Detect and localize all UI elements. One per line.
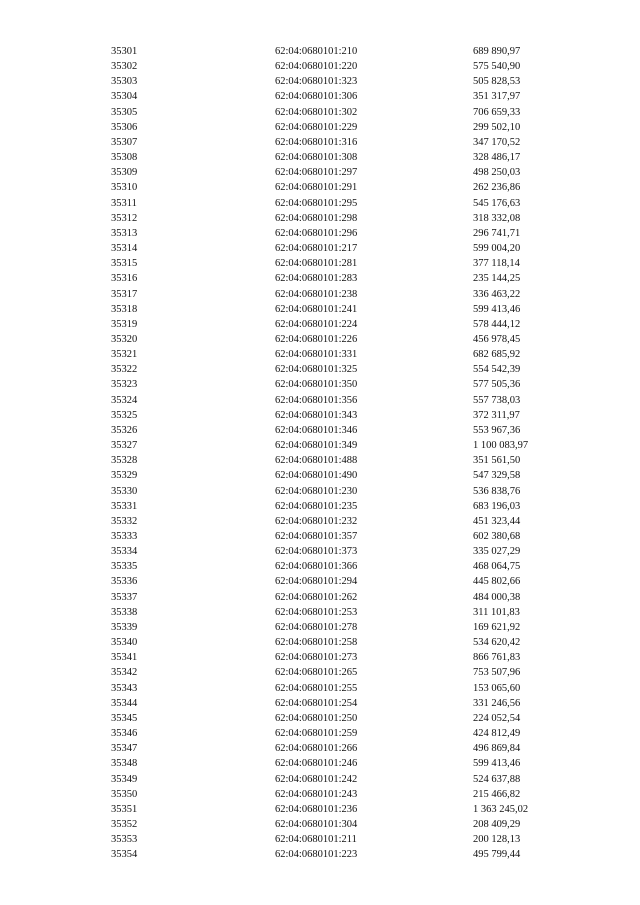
cadastral-number-cell: 62:04:0680101:302 <box>275 106 358 118</box>
row-number-cell: 35345 <box>111 712 138 724</box>
cadastral-number-cell: 62:04:0680101:346 <box>275 424 358 436</box>
table-row <box>0 317 640 332</box>
cadastral-value-cell: 336 463,22 <box>473 288 521 300</box>
table-row <box>0 362 640 377</box>
cadastral-value-cell: 456 978,45 <box>473 333 521 345</box>
cadastral-number-cell: 62:04:0680101:223 <box>275 849 358 861</box>
cadastral-number-cell: 62:04:0680101:490 <box>275 470 358 482</box>
cadastral-number-cell: 62:04:0680101:226 <box>275 333 358 345</box>
cadastral-value-cell: 753 507,96 <box>473 667 521 679</box>
table-row <box>0 241 640 256</box>
cadastral-value-cell: 235 144,25 <box>473 273 521 285</box>
table-row <box>0 605 640 620</box>
row-number-cell: 35319 <box>111 318 138 330</box>
table-row <box>0 847 640 862</box>
table-row <box>0 211 640 226</box>
row-number-cell: 35317 <box>111 288 138 300</box>
table-row <box>0 347 640 362</box>
row-number-cell: 35329 <box>111 470 138 482</box>
cadastral-number-cell: 62:04:0680101:349 <box>275 440 358 452</box>
table-row <box>0 150 640 165</box>
cadastral-number-cell: 62:04:0680101:246 <box>275 758 358 770</box>
row-number-cell: 35310 <box>111 182 138 194</box>
table-row <box>0 681 640 696</box>
cadastral-value-cell: 451 323,44 <box>473 515 521 527</box>
cadastral-value-cell: 683 196,03 <box>473 500 521 512</box>
row-number-cell: 35344 <box>111 697 138 709</box>
cadastral-value-cell: 328 486,17 <box>473 152 521 164</box>
cadastral-number-cell: 62:04:0680101:343 <box>275 409 358 421</box>
cadastral-value-cell: 599 004,20 <box>473 243 521 255</box>
cadastral-number-cell: 62:04:0680101:258 <box>275 637 358 649</box>
table-row <box>0 74 640 89</box>
table-row <box>0 711 640 726</box>
cadastral-number-cell: 62:04:0680101:281 <box>275 258 358 270</box>
table-row <box>0 377 640 392</box>
row-number-cell: 35339 <box>111 621 138 633</box>
cadastral-number-cell: 62:04:0680101:297 <box>275 167 358 179</box>
row-number-cell: 35307 <box>111 136 138 148</box>
cadastral-number-cell: 62:04:0680101:220 <box>275 61 358 73</box>
table-row <box>0 393 640 408</box>
cadastral-value-cell: 554 542,39 <box>473 364 521 376</box>
cadastral-number-cell: 62:04:0680101:331 <box>275 349 358 361</box>
table-row <box>0 590 640 605</box>
row-number-cell: 35301 <box>111 46 138 57</box>
cadastral-number-cell: 62:04:0680101:323 <box>275 76 358 88</box>
cadastral-number-cell: 62:04:0680101:250 <box>275 712 358 724</box>
row-number-cell: 35318 <box>111 303 138 315</box>
table-row <box>0 741 640 756</box>
table-row <box>0 650 640 665</box>
row-number-cell: 35346 <box>111 728 138 740</box>
table-row <box>0 544 640 559</box>
cadastral-value-cell: 553 967,36 <box>473 424 521 436</box>
row-number-cell: 35342 <box>111 667 138 679</box>
row-number-cell: 35348 <box>111 758 138 770</box>
cadastral-number-cell: 62:04:0680101:295 <box>275 197 358 209</box>
cadastral-value-cell: 169 621,92 <box>473 621 521 633</box>
table-row <box>0 484 640 499</box>
table-row <box>0 89 640 104</box>
cadastral-number-cell: 62:04:0680101:262 <box>275 591 358 603</box>
table-row <box>0 271 640 286</box>
cadastral-number-cell: 62:04:0680101:259 <box>275 728 358 740</box>
cadastral-number-cell: 62:04:0680101:236 <box>275 803 358 815</box>
row-number-cell: 35343 <box>111 682 138 694</box>
cadastral-value-cell: 351 317,97 <box>473 91 521 103</box>
cadastral-number-cell: 62:04:0680101:304 <box>275 818 358 830</box>
row-number-cell: 35305 <box>111 106 138 118</box>
cadastral-number-cell: 62:04:0680101:265 <box>275 667 358 679</box>
cadastral-number-cell: 62:04:0680101:266 <box>275 743 358 755</box>
cadastral-number-cell: 62:04:0680101:238 <box>275 288 358 300</box>
cadastral-value-cell: 495 799,44 <box>473 849 521 861</box>
table-row <box>0 468 640 483</box>
cadastral-number-cell: 62:04:0680101:316 <box>275 136 358 148</box>
cadastral-value-table <box>0 44 640 862</box>
cadastral-value-cell: 208 409,29 <box>473 818 521 830</box>
table-row <box>0 438 640 453</box>
table-row <box>0 499 640 514</box>
cadastral-number-cell: 62:04:0680101:254 <box>275 697 358 709</box>
row-number-cell: 35322 <box>111 364 138 376</box>
cadastral-value-cell: 689 890,97 <box>473 46 521 57</box>
cadastral-value-cell: 578 444,12 <box>473 318 521 330</box>
row-number-cell: 35349 <box>111 773 138 785</box>
cadastral-number-cell: 62:04:0680101:283 <box>275 273 358 285</box>
cadastral-value-cell: 599 413,46 <box>473 303 521 315</box>
cadastral-value-cell: 318 332,08 <box>473 212 521 224</box>
cadastral-value-cell: 577 505,36 <box>473 379 521 391</box>
cadastral-value-cell: 445 802,66 <box>473 576 521 588</box>
cadastral-value-cell: 536 838,76 <box>473 485 521 497</box>
row-number-cell: 35316 <box>111 273 138 285</box>
table-row <box>0 287 640 302</box>
cadastral-value-cell: 296 741,71 <box>473 227 521 239</box>
row-number-cell: 35315 <box>111 258 138 270</box>
table-row <box>0 165 640 180</box>
row-number-cell: 35335 <box>111 561 138 573</box>
table-row <box>0 726 640 741</box>
row-number-cell: 35341 <box>111 652 138 664</box>
table-row <box>0 120 640 135</box>
cadastral-number-cell: 62:04:0680101:273 <box>275 652 358 664</box>
cadastral-value-cell: 682 685,92 <box>473 349 521 361</box>
cadastral-number-cell: 62:04:0680101:306 <box>275 91 358 103</box>
table-row <box>0 574 640 589</box>
cadastral-value-cell: 484 000,38 <box>473 591 521 603</box>
table-row <box>0 302 640 317</box>
cadastral-value-cell: 347 170,52 <box>473 136 521 148</box>
table-row <box>0 529 640 544</box>
cadastral-value-cell: 377 118,14 <box>473 258 520 270</box>
table-row <box>0 620 640 635</box>
row-number-cell: 35308 <box>111 152 138 164</box>
cadastral-number-cell: 62:04:0680101:298 <box>275 212 358 224</box>
table-row <box>0 559 640 574</box>
row-number-cell: 35304 <box>111 91 138 103</box>
row-number-cell: 35340 <box>111 637 138 649</box>
row-number-cell: 35331 <box>111 500 138 512</box>
row-number-cell: 35336 <box>111 576 138 588</box>
table-row <box>0 226 640 241</box>
cadastral-value-cell: 200 128,13 <box>473 834 521 846</box>
cadastral-value-cell: 424 812,49 <box>473 728 521 740</box>
row-number-cell: 35351 <box>111 803 138 815</box>
row-number-cell: 35328 <box>111 455 138 467</box>
table-row <box>0 696 640 711</box>
row-number-cell: 35311 <box>111 197 137 209</box>
cadastral-value-cell: 153 065,60 <box>473 682 521 694</box>
table-row <box>0 196 640 211</box>
cadastral-value-cell: 335 027,29 <box>473 546 521 558</box>
cadastral-number-cell: 62:04:0680101:366 <box>275 561 358 573</box>
cadastral-value-cell: 545 176,63 <box>473 197 521 209</box>
table-row <box>0 423 640 438</box>
cadastral-value-cell: 1 100 083,97 <box>473 440 529 452</box>
row-number-cell: 35302 <box>111 61 138 73</box>
cadastral-value-cell: 468 064,75 <box>473 561 521 573</box>
cadastral-number-cell: 62:04:0680101:241 <box>275 303 358 315</box>
row-number-cell: 35325 <box>111 409 138 421</box>
cadastral-number-cell: 62:04:0680101:253 <box>275 606 358 618</box>
row-number-cell: 35306 <box>111 121 138 133</box>
row-number-cell: 35330 <box>111 485 138 497</box>
row-number-cell: 35320 <box>111 333 138 345</box>
cadastral-value-cell: 505 828,53 <box>473 76 521 88</box>
table-row <box>0 772 640 787</box>
table-row <box>0 756 640 771</box>
cadastral-number-cell: 62:04:0680101:232 <box>275 515 358 527</box>
cadastral-number-cell: 62:04:0680101:242 <box>275 773 358 785</box>
row-number-cell: 35312 <box>111 212 138 224</box>
row-number-cell: 35303 <box>111 76 138 88</box>
cadastral-value-cell: 351 561,50 <box>473 455 521 467</box>
cadastral-number-cell: 62:04:0680101:210 <box>275 46 358 57</box>
cadastral-number-cell: 62:04:0680101:211 <box>275 834 357 846</box>
row-number-cell: 35321 <box>111 349 138 361</box>
cadastral-value-cell: 331 246,56 <box>473 697 521 709</box>
cadastral-value-cell: 372 311,97 <box>473 409 520 421</box>
cadastral-number-cell: 62:04:0680101:224 <box>275 318 358 330</box>
row-number-cell: 35353 <box>111 834 138 846</box>
cadastral-value-cell: 215 466,82 <box>473 788 521 800</box>
row-number-cell: 35337 <box>111 591 138 603</box>
cadastral-number-cell: 62:04:0680101:350 <box>275 379 358 391</box>
cadastral-value-cell: 557 738,03 <box>473 394 521 406</box>
cadastral-number-cell: 62:04:0680101:356 <box>275 394 358 406</box>
cadastral-value-cell: 496 869,84 <box>473 743 521 755</box>
cadastral-number-cell: 62:04:0680101:308 <box>275 152 358 164</box>
table-row <box>0 59 640 74</box>
row-number-cell: 35313 <box>111 227 138 239</box>
cadastral-number-cell: 62:04:0680101:296 <box>275 227 358 239</box>
row-number-cell: 35327 <box>111 440 138 452</box>
table-row <box>0 787 640 802</box>
table-row <box>0 802 640 817</box>
cadastral-number-cell: 62:04:0680101:294 <box>275 576 358 588</box>
table-row <box>0 332 640 347</box>
cadastral-number-cell: 62:04:0680101:255 <box>275 682 358 694</box>
row-number-cell: 35350 <box>111 788 138 800</box>
cadastral-number-cell: 62:04:0680101:243 <box>275 788 358 800</box>
cadastral-number-cell: 62:04:0680101:325 <box>275 364 358 376</box>
cadastral-value-cell: 262 236,86 <box>473 182 521 194</box>
table-row <box>0 817 640 832</box>
table-row <box>0 408 640 423</box>
table-row <box>0 514 640 529</box>
table-row <box>0 665 640 680</box>
cadastral-value-cell: 602 380,68 <box>473 531 521 542</box>
table-row <box>0 180 640 195</box>
row-number-cell: 35354 <box>111 849 138 861</box>
cadastral-number-cell: 62:04:0680101:229 <box>275 121 358 133</box>
table-row <box>0 635 640 650</box>
row-number-cell: 35309 <box>111 167 138 179</box>
cadastral-value-cell: 706 659,33 <box>473 106 521 118</box>
cadastral-value-cell: 575 540,90 <box>473 61 521 73</box>
cadastral-value-cell: 599 413,46 <box>473 758 521 770</box>
row-number-cell: 35347 <box>111 743 138 755</box>
cadastral-number-cell: 62:04:0680101:217 <box>275 243 358 255</box>
cadastral-value-cell: 547 329,58 <box>473 470 521 482</box>
cadastral-number-cell: 62:04:0680101:278 <box>275 621 358 633</box>
cadastral-value-cell: 299 502,10 <box>473 121 521 133</box>
row-number-cell: 35333 <box>111 531 138 542</box>
table-row <box>0 256 640 271</box>
row-number-cell: 35334 <box>111 546 138 558</box>
table-row <box>0 135 640 150</box>
cadastral-value-cell: 498 250,03 <box>473 167 521 179</box>
table-row <box>0 44 640 59</box>
cadastral-value-cell: 524 637,88 <box>473 773 521 785</box>
cadastral-number-cell: 62:04:0680101:357 <box>275 531 358 542</box>
cadastral-number-cell: 62:04:0680101:291 <box>275 182 358 194</box>
table-row <box>0 832 640 847</box>
row-number-cell: 35314 <box>111 243 138 255</box>
cadastral-value-cell: 311 101,83 <box>473 606 520 618</box>
cadastral-value-cell: 1 363 245,02 <box>473 803 529 815</box>
row-number-cell: 35324 <box>111 394 138 406</box>
cadastral-number-cell: 62:04:0680101:230 <box>275 485 358 497</box>
row-number-cell: 35352 <box>111 818 138 830</box>
row-number-cell: 35338 <box>111 606 138 618</box>
table-row <box>0 105 640 120</box>
cadastral-number-cell: 62:04:0680101:488 <box>275 455 358 467</box>
table-row <box>0 453 640 468</box>
row-number-cell: 35326 <box>111 424 138 436</box>
row-number-cell: 35323 <box>111 379 138 391</box>
row-number-cell: 35332 <box>111 515 138 527</box>
cadastral-value-cell: 866 761,83 <box>473 652 521 664</box>
cadastral-number-cell: 62:04:0680101:235 <box>275 500 358 512</box>
cadastral-value-cell: 534 620,42 <box>473 637 521 649</box>
cadastral-value-cell: 224 052,54 <box>473 712 521 724</box>
cadastral-number-cell: 62:04:0680101:373 <box>275 546 358 558</box>
